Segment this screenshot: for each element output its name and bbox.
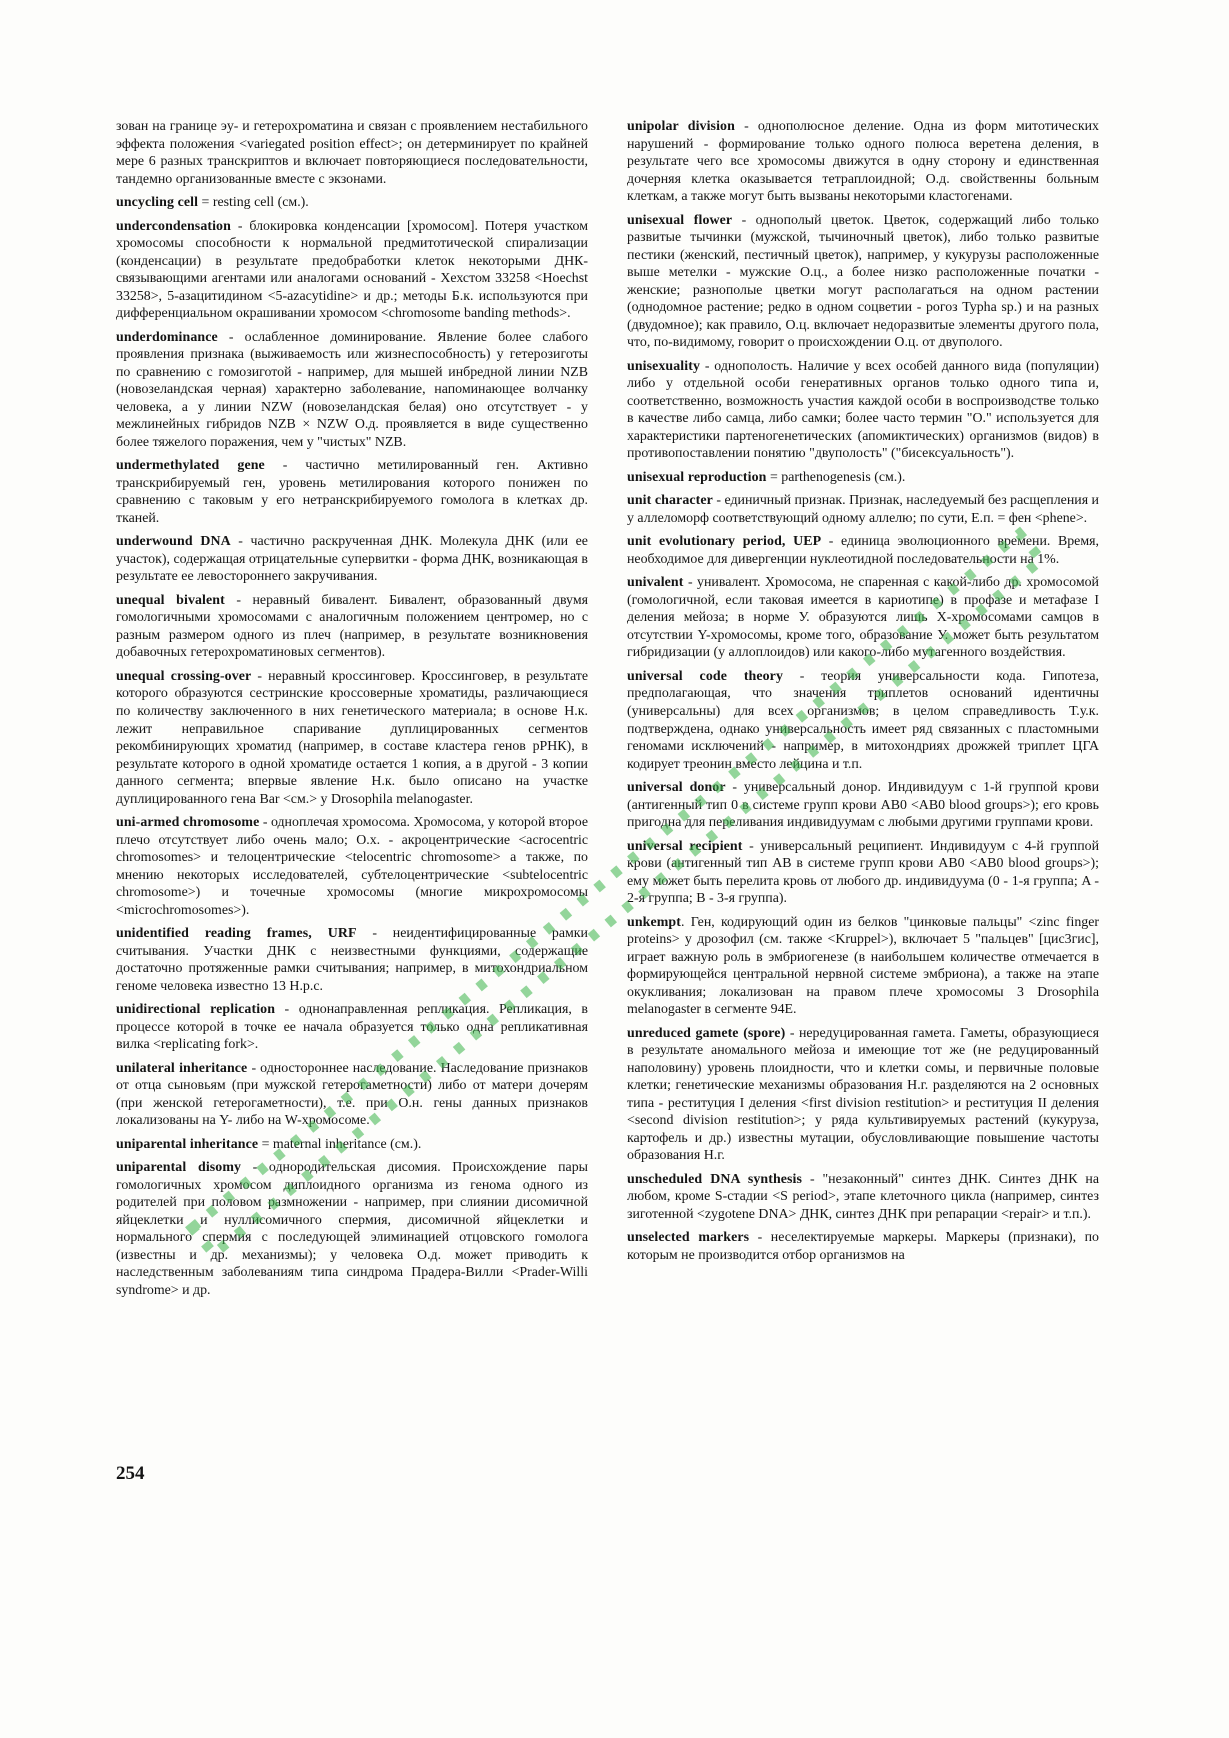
entry-definition: - неравный кроссинговер. Кроссинговер, в результате которого образуются сестринские кроссоверные хроматиды, различающиеся по количеству заключенного в них генетического материала; в основе Н.к. лежит неправильное спаривание дуплицированных сегментов рекомбинирующих хроматид (например, в составе кластера генов рРНК), в результате которого в одной хроматиде остается 1 копия, а в другой - 3 копии данного сегмента; впервые явление Н.к. было описано на участке дуплицированного гена Bar <см.> у Drosophila melanogaster. <box>116 668 588 807</box>
entry-definition: - унивалент. Хромосома, не спаренная с какой-либо др. хромосомой (гомологичной, если таковая имеется в кариотипе) в профазе и метафазе I деления мейоза; в норме У. образуются лишь X-хромосомами самцов в отсутствии Y-хромосомы, кроме того, образование У. может быть результатом гибридизации (у аллоплоидов) или какого-либо мутагенного воздействия. <box>627 575 1099 661</box>
entry-definition: - нередуцированная гамета. Гаметы, образующиеся в результате аномального мейоза и имеющие тот же (не редуцированный наполовину) уровень плоидности, что и клетки сомы, и первичные половые клетки; генетические механизмы образования Н.г. разделяются на 2 основных типа - реституция I деления <first division restitution> и реституция II деления <second division restitution>; у ряда культивируемых растений (кукуруза, картофель и др.) известны мутации, обусловливающие повышение частоты образования Н.г. <box>627 1025 1099 1164</box>
dictionary-entry <box>627 118 1099 206</box>
dictionary-entry <box>627 574 1099 662</box>
entry-definition: = resting cell (см.). <box>198 195 309 211</box>
dictionary-entry <box>116 668 588 808</box>
dictionary-entry <box>627 533 1099 568</box>
dictionary-entry <box>627 779 1099 832</box>
entry-term: unit character <box>627 493 713 509</box>
entry-definition: - одностороннее наследование. Наследование признаков от отца сыновьям (при мужской гетерогаметности) либо от матери дочерям (при женской гетерогаметности), т.е. при О.н. гены данных признаков локализованы на Y- либо на W-хромосоме. <box>116 1060 588 1129</box>
entry-term: universal recipient <box>627 838 743 854</box>
dictionary-entry <box>116 925 588 995</box>
entry-term: unidentified reading frames, URF <box>116 926 357 942</box>
dictionary-entry <box>116 533 588 586</box>
entry-term: unit evolutionary period, UEP <box>627 534 822 550</box>
dictionary-entry <box>627 212 1099 352</box>
dictionary-entry <box>627 492 1099 527</box>
dictionary-entry <box>627 668 1099 773</box>
dictionary-entry <box>627 358 1099 463</box>
entry-term: unipolar division <box>627 119 735 134</box>
entry-term: uni-armed chromosome <box>116 815 260 831</box>
entry-definition: - частично метилированный ген. Активно транскрибируемый ген, уровень метилирования которого понижен по сравнению с таковым у его нетранскрибируемого гомолога в клетках др. тканей. <box>116 458 588 526</box>
entry-term: unselected markers <box>627 1230 750 1246</box>
entry-term: unisexual flower <box>627 212 733 228</box>
dictionary-entry <box>627 838 1099 908</box>
dictionary-entry <box>627 469 1099 487</box>
dictionary-entry <box>116 814 588 919</box>
page-number: 254 <box>116 1463 145 1484</box>
entry-definition: - единичный признак. Признак, наследуемый без расщепления и у аллеломорф соответствующий одному аллелю; по сути, Е.п. = фен <phene>. <box>627 493 1099 526</box>
entry-definition: = maternal inheritance (см.). <box>258 1136 422 1152</box>
entry-definition: - "незаконный" синтез ДНК. Синтез ДНК на любом, кроме S-стадии <S period>, этапе клеточного цикла (например, синтез зиготенной <zygotene DNA> ДНК, синтез ДНК при репарации <repair> и т.п.). <box>627 1171 1099 1222</box>
dictionary-entry <box>116 592 588 662</box>
entry-definition: - частично раскрученная ДНК. Молекула ДНК (или ее участок), содержащая отрицательные супервитки - форма ДНК, возникающая в результате ее левостороннего закручивания. <box>116 534 588 585</box>
entry-term: underdominance <box>116 329 218 345</box>
entry-definition: - неселектируемые маркеры. Маркеры (признаки), по которым не производится отбор организмов на <box>627 1230 1099 1263</box>
entry-term: uniparental inheritance <box>116 1136 259 1152</box>
entry-definition: - однополый цветок. Цветок, содержащий либо только развитые тычинки (мужской, тычиночный цветок), либо только развитые пестики (женский, пестичный цветок), например, у кукурузы расположенные выше метелки - мужские О.ц., а более низко расположенные початки - женские; разнополые цветки могут располагаться на одном растении (однодомное растение; редко в одном соцветии - рогоз Typha sp.) и на разных (двудомное); как правило, О.ц. включает недоразвитые элементы другого пола, что, по-видимому, говорит о происхождении О.ц. от двуполого. <box>627 212 1099 351</box>
entry-term: unisexuality <box>627 358 700 374</box>
dictionary-entry <box>116 194 588 212</box>
dictionary-entry <box>116 1136 588 1154</box>
dictionary-entry <box>116 1159 588 1299</box>
entry-definition: - универсальный донор. Индивидуум с 1-й группой крови (антигенный тип 0 в системе групп крови AB0 <AB0 blood groups>); его кровь пригодна для переливания индивидуумам с любыми другими группами крови. <box>627 780 1100 831</box>
dictionary-entry <box>627 1229 1099 1264</box>
left-column <box>116 118 588 1305</box>
entry-definition: - ослабленное доминирование. Явление более слабого проявления признака (выживаемость или жизнеспособность) у гетерозиготы по сравнению с гомозиготой - например, для мышей инбредной линии NZB (новозеландская черная) характерно заболевание, напоминающее волчанку человека, а у линии NZW (новозеландская белая) оно отсутствует - у межлинейных гибридов NZB × NZW О.д. проявляется в виде существенно более тяжелого поражения, чем у "чистых" NZB. <box>116 329 588 450</box>
entry-term: unilateral inheritance <box>116 1060 248 1076</box>
entry-definition: = parthenogenesis (см.). <box>766 469 906 485</box>
entry-term: univalent <box>627 575 684 591</box>
entry-term: undercondensation <box>116 218 231 234</box>
dictionary-entry <box>116 457 588 527</box>
entry-term: uncycling cell <box>116 195 199 211</box>
entry-term: uniparental disomy <box>116 1160 242 1176</box>
entry-definition: - однородительская дисомия. Происхождение пары гомологичных хромосом диплоидного организма из генома одного из родителей при половом размножении - например, при слиянии дисомичной яйцеклетки и нуллисомичного спермия, дисомичной яйцеклетки и нормального спермия с последующей элиминацией отцовского гомолога (известны и др. механизмы); у человека О.д. может приводить к наследственным заболеваниям типа синдрома Прадера-Вилли <Prader-Willi syndrome> и др. <box>116 1160 588 1298</box>
dictionary-entry <box>627 1025 1099 1165</box>
dictionary-entry <box>116 118 588 188</box>
entry-term: unreduced gamete (spore) <box>627 1025 786 1041</box>
entry-definition: - неравный бивалент. Бивалент, образованный двумя гомологичными хромосомами с аналогичным положением центромер, но с разным размером одного из плеч (например, в результате возникновения добавочных гетерохроматиновых сегментов). <box>116 592 588 661</box>
entry-definition: - блокировка конденсации [хромосом]. Потеря участком хромосомы способности к нормальной предмитотической спирализации (конденсации) в результате предобработки клеток некоторыми ДНК-связывающими агентами или аналогами оснований - Хехстом 33258 <Hoechst 33258>, 5-азацитидином <5-azacytidine> и др.; методы Б.к. используются при дифференциальном окрашивании хромосом <chromosome banding methods>. <box>116 218 588 322</box>
entry-term: underwound DNA <box>116 534 231 550</box>
entry-definition: - единица эволюционного времени. Время, необходимое для дивергенции нуклеотидной последовательности на 1%. <box>627 534 1099 567</box>
dictionary-entry <box>116 1060 588 1130</box>
entry-term: unkempt <box>627 914 681 930</box>
dictionary-entry <box>116 1001 588 1054</box>
entry-term: universal code theory <box>627 668 783 684</box>
dictionary-entry <box>116 218 588 323</box>
entry-term: unisexual reproduction <box>627 469 767 485</box>
entry-term: unequal bivalent <box>116 592 225 608</box>
entry-definition: - одноплечая хромосома. Хромосома, у которой второе плечо отсутствует либо очень мало; О.х. - акроцентрические <acrocentric chromosomes> и телоцентрические <telocentric chromosome> а также, по мнению некоторых исследователей, субтелоцентрические <subtelocentric chromosome>) и точечные хромосомы (многие микрохромосомы <microchromosomes>). <box>116 815 589 918</box>
entry-definition: - неидентифицированные рамки считывания. Участки ДНК с неизвестными функциями, содержащие достаточно протяженные рамки считывания; например, в митохондриальном геноме человека известно 13 Н.р.с. <box>116 926 588 994</box>
entry-definition: - однонаправленная репликация. Репликация, в процессе которой в точке ее начала образуется только одна репликативная вилка <replicating fork>. <box>116 1002 588 1053</box>
entry-term: unidirectional replication <box>116 1002 276 1018</box>
entry-term: unequal crossing-over <box>116 668 252 684</box>
dictionary-entry <box>116 329 588 452</box>
entry-definition: - однополость. Наличие у всех особей данного вида (популяции) либо у отдельной особи генеративных органов только одного типа и, соответственно, возможность участия каждой особи в воспроизводстве только в качестве либо самца, либо самки; более часто термин "О." используется для характеристики партеногенетических (апомиктических) организмов (видов) в противопоставлении понятию "двуполость" ("бисексуальность"). <box>627 358 1099 462</box>
entry-definition: - однополюсное деление. Одна из форм митотических нарушений - формирование только одного полюса веретена деления, в результате чего все хромосомы движутся в одну сторону и единственная дочерняя клетка оказывается тетраплоидной; О.д. свойственны больным клеткам, а также могут быть вызваны некоторыми кластогенами. <box>627 119 1100 205</box>
entry-term: unscheduled DNA synthesis <box>627 1171 803 1187</box>
entry-term: undermethylated gene <box>116 458 265 474</box>
right-column <box>627 118 1099 1270</box>
dictionary-entry <box>627 914 1099 1019</box>
entry-term: universal donor <box>627 780 726 796</box>
entry-definition: - универсальный реципиент. Индивидуум с 4-й группой крови (антигенный тип AB в системе групп крови AB0 <AB0 blood groups>); ему может быть перелита кровь от любого др. индивидуума (0 - 1-я группа; A - 2-я группа; B - 3-я группа). <box>627 838 1100 907</box>
entry-definition: . Ген, кодирующий один из белков "цинковые пальцы" <zinc finger proteins> у дрозофил (см. также <Kruppel>), включает 5 "пальцев" [цис3гис], играет важную роль в эмбриогенезе (в наибольшем количестве отмечается в формирующейся центральной нервной системе эмбриона), а также на этапе окукливания; локализован на правом плече хромосомы 3 Drosophila melanogaster в сегменте 94E. <box>627 914 1099 1018</box>
entry-definition: - теория универсальности кода. Гипотеза, предполагающая, что значения триплетов оснований идентичны (универсальны) для всех организмов; в целом справедливость Т.у.к. подтверждена, однако универсальность имеет ряд связанных с пластомными геномами исключений - например, в митохондриях дрожжей триплет ЦГА кодирует треонин вместо лейцина и т.п. <box>627 668 1100 772</box>
entry-definition: зован на границе эу- и гетерохроматина и связан с проявлением нестабильного эффекта положения <variegated position effect>; он детерминирует по крайней мере 6 разных транскриптов и включает повторяющиеся последовательности, тандемно организованные вместе с экзонами. <box>116 119 588 187</box>
dictionary-entry <box>627 1171 1099 1224</box>
